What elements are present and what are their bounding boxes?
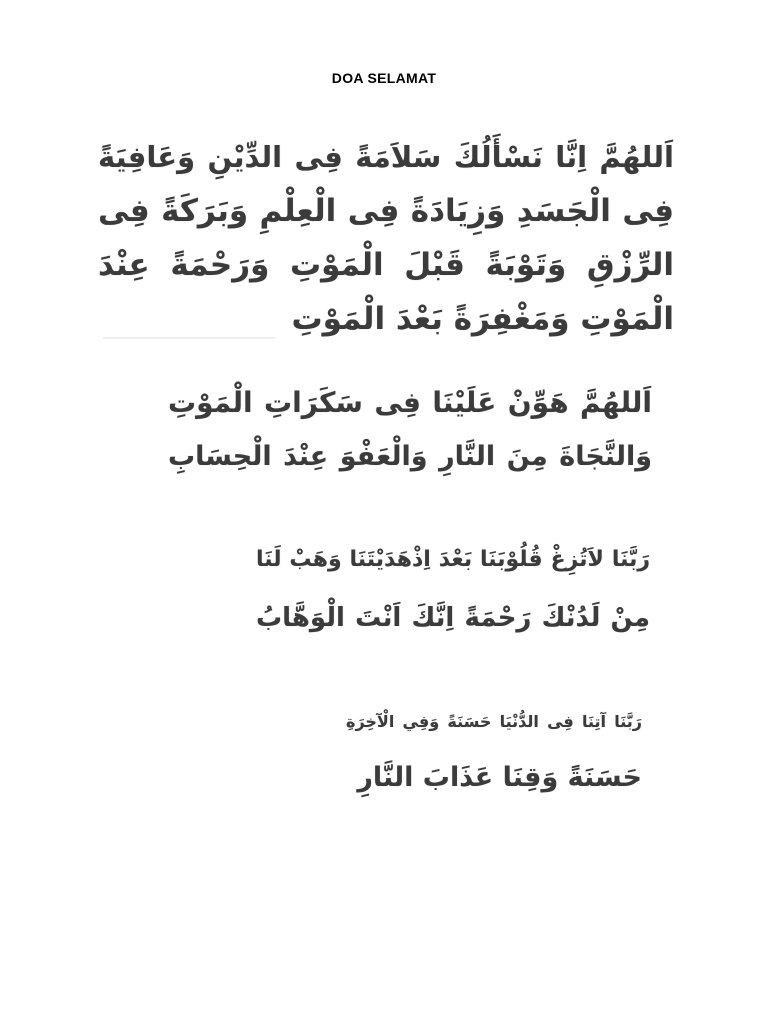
prayer-block-1 [98, 130, 674, 346]
prayer-line: وَالنَّجَاةَ مِنَ النَّارِ وَالْعَفْوَ عِنْدَ الْحِسَابِ [168, 441, 652, 472]
prayer-line: اَللهُمَّ هَوِّنْ عَلَيْنَا فِى سَكَرَاتِ الْمَوْتِ [168, 386, 652, 419]
prayer-block-2 [168, 376, 652, 484]
prayer-block-4 [346, 694, 642, 806]
prayer-line: الْمَوْتِ وَمَغْفِرَةً بَعْدَ الْمَوْتِ [291, 301, 674, 337]
prayer-line: فِى الْجَسَدِ وَزِيَادَةً فِى الْعِلْمِ وَبَرَكَةً فِى [98, 193, 674, 229]
prayer-block-3 [256, 531, 650, 647]
prayer-line: رَبَّنَا لاَتُزِغْ قُلُوْبَنَا بَعْدَ اِذْهَدَيْتَنَا وَهَبْ لَنَا [256, 547, 650, 572]
document-title: DOA SELAMAT [331, 70, 437, 86]
prayer-line: الرِّزْقِ وَتَوْبَةً قَبْلَ الْمَوْتِ وَرَحْمَةً عِنْدَ [98, 247, 674, 283]
prayer-line: اَللهُمَّ اِنَّا نَسْأَلُكَ سَلاَمَةً فِى الدِّيْنِ وَعَافِيَةً [98, 140, 674, 174]
scan-artifact [103, 337, 275, 339]
prayer-line: رَبَّنَا آتِنَا فِى الدُّنْيَا حَسَنَةً وَفِي الْآخِرَةِ [346, 712, 642, 731]
prayer-line: مِنْ لَدُنْكَ رَحْمَةً اِنَّكَ اَنْتَ الْوَهَّابُ [256, 603, 650, 633]
prayer-line: حَسَنَةً وَقِنَا عَذَابَ النَّارِ [357, 762, 642, 793]
